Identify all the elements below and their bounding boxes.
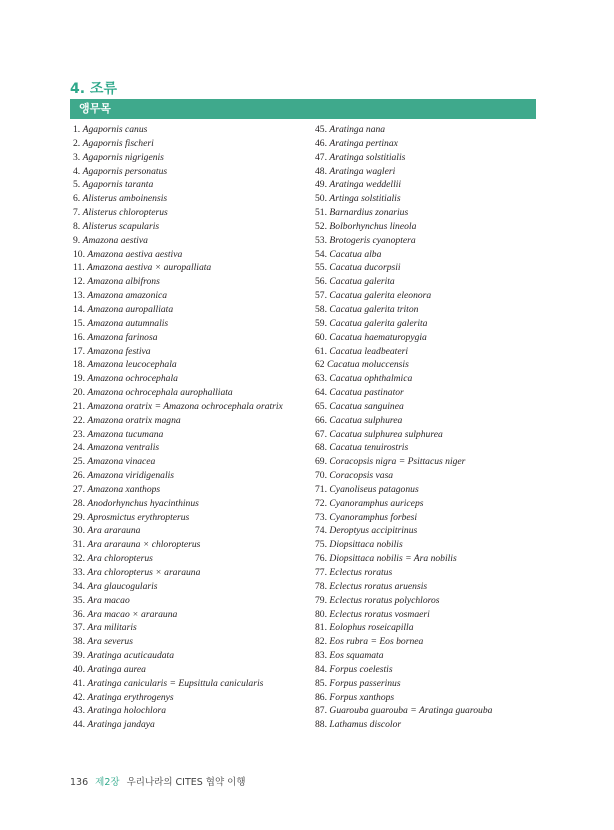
species-name: Ara severus <box>87 636 133 648</box>
species-name: Eclectus roratus polychloros <box>329 594 440 606</box>
species-number: 35. <box>73 594 85 606</box>
species-name: Cacatua ducorpsii <box>329 262 401 274</box>
species-name: Ara militaris <box>87 622 137 634</box>
species-number: 10. <box>73 248 85 260</box>
species-item <box>73 704 309 718</box>
species-name: Ara macao × ararauna <box>87 608 178 620</box>
species-number: 87. <box>315 705 327 717</box>
species-list-left <box>73 123 309 732</box>
species-name: Amazona aestiva × auropalliata <box>87 262 212 274</box>
species-number: 5. <box>73 179 81 191</box>
species-item <box>315 165 537 179</box>
species-name: Amazona albifrons <box>87 276 160 288</box>
species-name: Cacatua galerita galerita <box>329 317 428 329</box>
species-name: Agapornis canus <box>82 124 148 135</box>
species-item <box>73 455 309 469</box>
species-number: 66. <box>315 414 327 426</box>
species-name: Diopsittaca nobilis = Ara nobilis <box>329 553 457 565</box>
species-name: Aratinga wagleri <box>329 165 396 177</box>
species-name: Eos rubra = Eos bornea <box>329 636 424 648</box>
species-name: Coracopsis nigra = Psittacus niger <box>329 456 466 468</box>
species-name: Amazona auropalliata <box>87 303 174 315</box>
species-number: 50. <box>315 193 327 205</box>
species-number: 21. <box>73 400 85 412</box>
species-number: 62 <box>315 359 325 371</box>
species-name: Eos squamata <box>329 650 384 662</box>
species-number: 18. <box>73 359 85 371</box>
species-name: Cacatua tenuirostris <box>329 442 409 454</box>
species-name: Cacatua galerita eleonora <box>329 290 432 302</box>
species-item <box>73 331 309 345</box>
species-name: Cacatua leadbeateri <box>329 345 409 357</box>
species-number: 53. <box>315 234 327 246</box>
species-item <box>73 649 309 663</box>
species-number: 32. <box>73 553 85 565</box>
species-item <box>73 123 309 137</box>
species-name: Eclectus roratus vosmaeri <box>329 608 430 620</box>
group-title-bar <box>70 99 536 119</box>
species-number: 52. <box>315 220 327 232</box>
species-number: 67. <box>315 428 327 440</box>
species-number: 26. <box>73 470 85 482</box>
species-item <box>73 691 309 705</box>
species-number: 1. <box>73 124 81 135</box>
species-item <box>315 483 537 497</box>
species-item <box>315 428 537 442</box>
species-name: Aratinga canicularis = Eupsittula canicularis <box>87 677 264 689</box>
species-number: 63. <box>315 373 327 385</box>
species-name: Amazona ochrocephala <box>87 373 178 385</box>
species-number: 20. <box>73 387 85 399</box>
species-item <box>315 234 537 248</box>
species-name: Aratinga weddellii <box>329 179 402 191</box>
species-name: Amazona xanthops <box>87 483 161 495</box>
species-name: Aratinga aurea <box>87 663 146 675</box>
species-name: Eolophus roseicapilla <box>329 622 414 634</box>
species-number: 81. <box>315 622 327 634</box>
species-name: Cyanoliseus patagonus <box>329 483 419 495</box>
species-item <box>73 414 309 428</box>
species-item <box>315 358 537 372</box>
species-item <box>73 635 309 649</box>
species-name: Eclectus roratus <box>329 567 393 578</box>
species-item <box>315 718 537 732</box>
species-name: Bolborhynchus lineola <box>329 220 417 232</box>
species-item <box>73 441 309 455</box>
species-number: 61. <box>315 345 327 357</box>
species-name: Cyanoramphus auriceps <box>329 497 424 509</box>
species-name: Deroptyus accipitrinus <box>329 525 418 537</box>
species-name: Forpus passerinus <box>329 677 401 689</box>
species-number: 30. <box>73 525 85 537</box>
species-item <box>315 691 537 705</box>
species-name: Amazona amazonica <box>87 290 168 302</box>
species-item <box>315 400 537 414</box>
species-number: 71. <box>315 483 327 495</box>
species-name: Ara chloropterus × ararauna <box>87 567 201 578</box>
species-item <box>73 234 309 248</box>
species-name: Amazona tucumana <box>87 428 164 440</box>
species-number: 60. <box>315 331 327 343</box>
species-number: 22. <box>73 414 85 426</box>
species-number: 58. <box>315 303 327 315</box>
species-item <box>315 151 537 165</box>
species-name: Cacatua alba <box>329 248 382 260</box>
chapter-title: 우리나라의 CITES 협약 이행 <box>126 777 246 788</box>
species-number: 84. <box>315 663 327 675</box>
species-item <box>315 289 537 303</box>
species-item <box>315 303 537 317</box>
species-name: Aratinga solstitialis <box>329 151 406 163</box>
species-item <box>315 345 537 359</box>
species-item <box>315 275 537 289</box>
species-name: Amazona vinacea <box>87 456 156 468</box>
species-item <box>315 220 537 234</box>
species-number: 4. <box>73 165 81 177</box>
species-number: 75. <box>315 539 327 551</box>
section-title: 4. 조류 <box>70 81 117 97</box>
species-item <box>73 220 309 234</box>
species-item <box>315 608 537 622</box>
species-name: Aratinga pertinax <box>329 137 398 149</box>
species-item <box>315 677 537 691</box>
species-number: 42. <box>73 691 85 703</box>
species-number: 46. <box>315 137 327 149</box>
species-item <box>315 206 537 220</box>
species-name: Cacatua sulphurea sulphurea <box>329 428 443 440</box>
species-number: 49. <box>315 179 327 191</box>
species-item <box>73 718 309 732</box>
species-item <box>73 621 309 635</box>
species-name: Aratinga acuticaudata <box>87 650 175 662</box>
species-name: Barnardius zonarius <box>329 207 409 219</box>
species-name: Amazona oratrix magna <box>87 414 181 426</box>
species-name: Cacatua haematuropygia <box>329 331 427 343</box>
species-name: Aratinga holochlora <box>87 705 167 717</box>
species-number: 39. <box>73 650 85 662</box>
species-number: 43. <box>73 705 85 717</box>
species-number: 11. <box>73 262 85 274</box>
species-item <box>73 511 309 525</box>
species-number: 38. <box>73 636 85 648</box>
species-name: Forpus xanthops <box>329 691 395 703</box>
species-item <box>315 704 537 718</box>
species-item <box>73 677 309 691</box>
species-item <box>73 317 309 331</box>
species-name: Amazona aestiva aestiva <box>87 248 183 260</box>
species-name: Alisterus amboinensis <box>82 193 168 205</box>
species-name: Ara ararauna × chloropterus <box>87 539 201 551</box>
species-item <box>315 178 537 192</box>
species-number: 7. <box>73 207 81 219</box>
species-name: Coracopsis vasa <box>329 470 394 482</box>
species-item <box>73 206 309 220</box>
species-name: Aratinga nana <box>329 124 386 135</box>
species-name: Eclectus roratus aruensis <box>329 580 428 592</box>
species-number: 79. <box>315 594 327 606</box>
species-item <box>73 248 309 262</box>
species-item <box>73 275 309 289</box>
species-item <box>73 178 309 192</box>
species-number: 27. <box>73 483 85 495</box>
species-number: 31. <box>73 539 85 551</box>
species-number: 15. <box>73 317 85 329</box>
species-number: 37. <box>73 622 85 634</box>
species-number: 64. <box>315 387 327 399</box>
chapter-label: 제2장 <box>95 777 120 788</box>
species-name: Amazona farinosa <box>87 331 158 343</box>
species-number: 82. <box>315 636 327 648</box>
species-number: 36. <box>73 608 85 620</box>
species-item <box>315 594 537 608</box>
species-number: 70. <box>315 470 327 482</box>
species-number: 59. <box>315 317 327 329</box>
species-name: Ara chloropterus <box>87 553 153 565</box>
species-number: 56. <box>315 276 327 288</box>
species-number: 19. <box>73 373 85 385</box>
species-item <box>73 663 309 677</box>
species-item <box>73 137 309 151</box>
species-name: Amazona leucocephala <box>87 359 177 371</box>
species-name: Agapornis nigrigenis <box>82 151 164 163</box>
species-number: 12. <box>73 276 85 288</box>
page-number: 136 <box>70 777 89 788</box>
species-number: 47. <box>315 151 327 163</box>
species-number: 83. <box>315 650 327 662</box>
species-item <box>73 289 309 303</box>
species-number: 6. <box>73 193 81 205</box>
species-item <box>73 386 309 400</box>
species-item <box>73 165 309 179</box>
species-item <box>73 400 309 414</box>
species-number: 78. <box>315 580 327 592</box>
species-item <box>73 594 309 608</box>
species-name: Artinga solstitialis <box>329 193 401 205</box>
species-item <box>73 345 309 359</box>
species-name: Cacatua galerita triton <box>329 303 419 315</box>
species-number: 76. <box>315 553 327 565</box>
species-item <box>315 524 537 538</box>
species-name: Aratinga erythrogenys <box>87 691 174 703</box>
species-number: 13. <box>73 290 85 302</box>
species-name: Amazona ventralis <box>87 442 160 454</box>
species-number: 34. <box>73 580 85 592</box>
page-footer <box>70 774 246 788</box>
species-item <box>73 524 309 538</box>
species-item <box>315 137 537 151</box>
species-item <box>315 621 537 635</box>
species-name: Anodorhynchus hyacinthinus <box>87 497 199 509</box>
species-name: Ara ararauna <box>87 525 141 537</box>
species-item <box>315 261 537 275</box>
species-number: 85. <box>315 677 327 689</box>
species-item <box>315 566 537 580</box>
species-item <box>315 538 537 552</box>
species-item <box>73 428 309 442</box>
species-name: Guarouba guarouba = Aratinga guarouba <box>329 705 493 717</box>
species-number: 8. <box>73 220 81 232</box>
species-item <box>315 317 537 331</box>
species-list-right <box>315 123 537 732</box>
species-item <box>73 483 309 497</box>
species-item <box>315 663 537 677</box>
species-number: 29. <box>73 511 85 523</box>
species-number: 33. <box>73 567 85 578</box>
species-number: 65. <box>315 400 327 412</box>
species-name: Amazona aestiva <box>82 234 148 246</box>
species-number: 72. <box>315 497 327 509</box>
species-number: 80. <box>315 608 327 620</box>
species-item <box>73 580 309 594</box>
species-number: 69. <box>315 456 327 468</box>
species-number: 45. <box>315 124 327 135</box>
species-item <box>73 566 309 580</box>
species-item <box>73 303 309 317</box>
species-item <box>315 386 537 400</box>
species-name: Cacatua galerita <box>329 276 395 288</box>
species-name: Amazona oratrix = Amazona ochrocephala oratrix <box>87 400 283 412</box>
species-name: Cacatua moluccensis <box>327 359 409 371</box>
species-item <box>73 358 309 372</box>
species-number: 24. <box>73 442 85 454</box>
species-item <box>73 497 309 511</box>
species-item <box>315 552 537 566</box>
species-number: 2. <box>73 137 81 149</box>
species-item <box>315 497 537 511</box>
species-number: 55. <box>315 262 327 274</box>
species-number: 74. <box>315 525 327 537</box>
species-name: Cacatua sanguinea <box>329 400 404 412</box>
species-name: Amazona autumnalis <box>87 317 169 329</box>
species-number: 3. <box>73 151 81 163</box>
group-title: 앵무목 <box>79 102 111 115</box>
species-item <box>315 248 537 262</box>
species-name: Agapornis fischeri <box>82 137 154 149</box>
species-name: Cacatua ophthalmica <box>329 373 413 385</box>
species-item <box>315 331 537 345</box>
species-item <box>315 123 537 137</box>
species-item <box>73 372 309 386</box>
species-name: Aprosmictus erythropterus <box>87 511 190 523</box>
species-item <box>315 649 537 663</box>
species-number: 44. <box>73 719 85 731</box>
species-number: 86. <box>315 691 327 703</box>
species-item <box>315 469 537 483</box>
species-number: 41. <box>73 677 85 689</box>
species-number: 23. <box>73 428 85 440</box>
species-number: 57. <box>315 290 327 302</box>
species-number: 68. <box>315 442 327 454</box>
species-name: Aratinga jandaya <box>87 719 155 731</box>
species-number: 88. <box>315 719 327 731</box>
species-number: 16. <box>73 331 85 343</box>
species-number: 77. <box>315 567 327 578</box>
species-item <box>73 151 309 165</box>
species-number: 25. <box>73 456 85 468</box>
species-name: Cyanoramphus forbesi <box>329 511 418 523</box>
species-name: Cacatua pastinator <box>329 387 404 399</box>
species-name: Amazona viridigenalis <box>87 470 175 482</box>
species-name: Agapornis taranta <box>82 179 154 191</box>
species-item <box>315 635 537 649</box>
species-item <box>73 469 309 483</box>
species-name: Ara macao <box>87 594 130 606</box>
species-item <box>73 261 309 275</box>
species-item <box>315 455 537 469</box>
species-number: 73. <box>315 511 327 523</box>
species-number: 40. <box>73 663 85 675</box>
species-item <box>315 192 537 206</box>
species-name: Ara glaucogularis <box>87 580 158 592</box>
species-item <box>73 538 309 552</box>
species-item <box>73 192 309 206</box>
species-name: Cacatua sulphurea <box>329 414 403 426</box>
species-item <box>315 511 537 525</box>
species-item <box>73 552 309 566</box>
species-number: 48. <box>315 165 327 177</box>
species-number: 51. <box>315 207 327 219</box>
species-item <box>73 608 309 622</box>
species-number: 14. <box>73 303 85 315</box>
species-name: Agapornis personatus <box>82 165 168 177</box>
species-number: 9. <box>73 234 81 246</box>
species-item <box>315 441 537 455</box>
species-number: 28. <box>73 497 85 509</box>
species-name: Amazona festiva <box>87 345 151 357</box>
species-name: Lathamus discolor <box>329 719 402 731</box>
species-item <box>315 414 537 428</box>
species-number: 54. <box>315 248 327 260</box>
species-name: Amazona ochrocephala aurophalliata <box>87 387 233 399</box>
species-name: Diopsittaca nobilis <box>329 539 403 551</box>
species-name: Brotogeris cyanoptera <box>329 234 416 246</box>
species-number: 17. <box>73 345 85 357</box>
species-name: Forpus coelestis <box>329 663 393 675</box>
species-item <box>315 372 537 386</box>
species-name: Alisterus chloropterus <box>82 207 168 219</box>
species-item <box>315 580 537 594</box>
species-name: Alisterus scapularis <box>82 220 160 232</box>
